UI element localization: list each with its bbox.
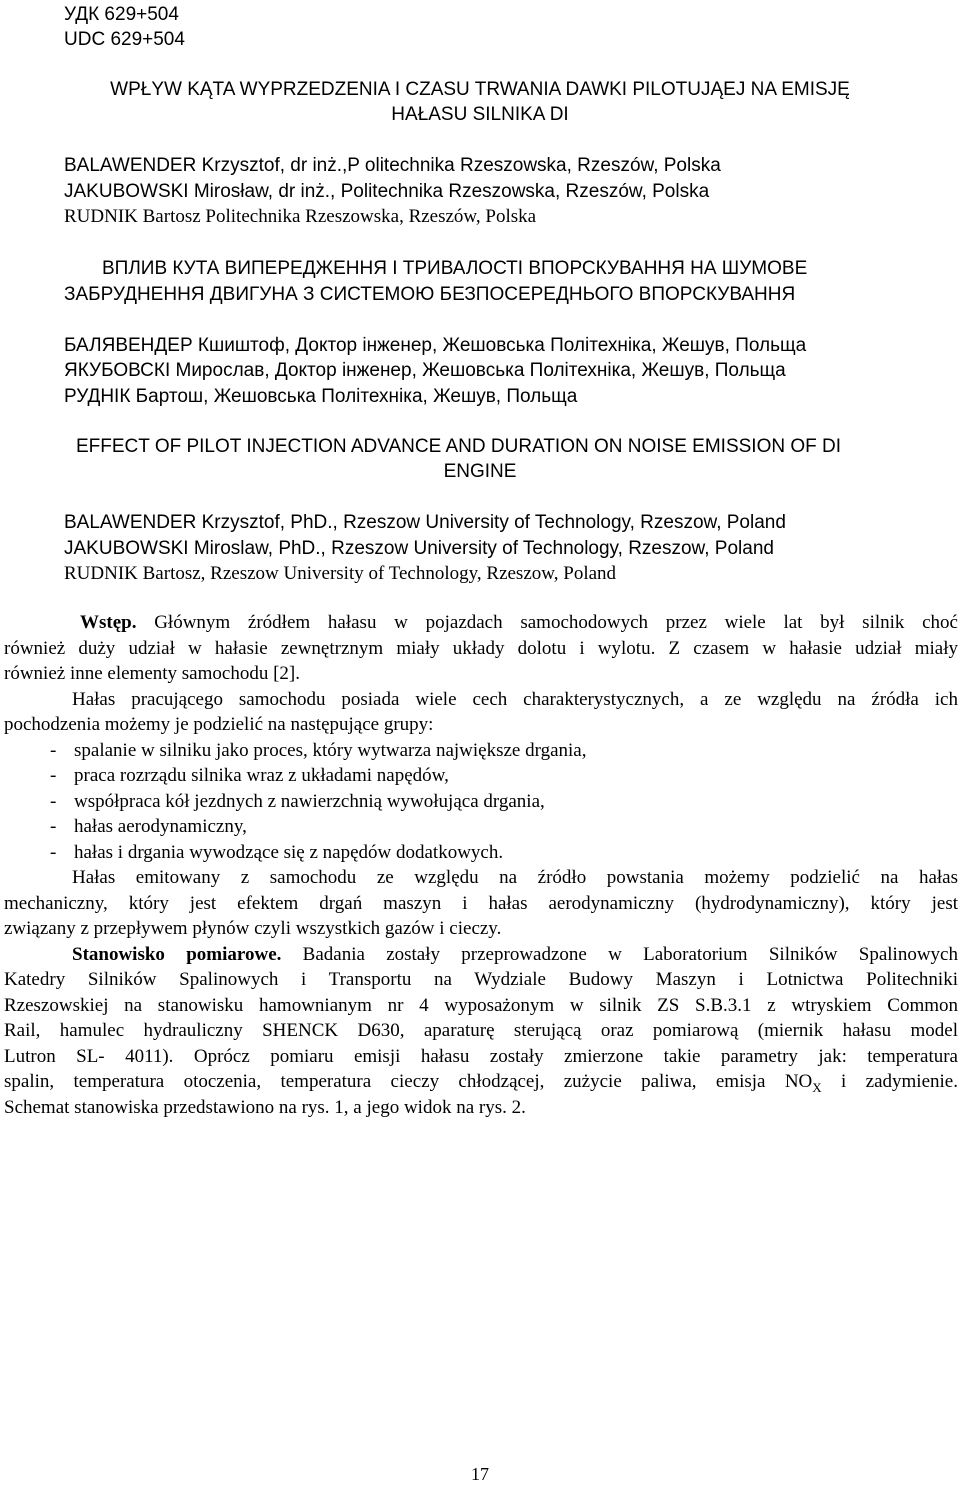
setup-paragraph-line3: Rzeszowskiej na stanowisku hamownianym nr 4 wyposażonym w silnik ZS S.B.3.1 z wtryskiem Common	[4, 995, 958, 1016]
setup-heading: Stanowisko pomiarowe.	[72, 944, 282, 965]
intro-paragraph-line1	[4, 610, 958, 635]
list-item: - spalanie w silniku jako proces, który wytwarza największe drgania,	[50, 740, 587, 761]
sources-paragraph-line2: pochodzenia możemy je podzielić na następujące grupy:	[4, 714, 434, 735]
udc-en: UDC 629+504	[64, 29, 185, 50]
intro-paragraph-line2: również duży udział w hałasie zewnętrznym miały układy dolotu i wylotu. Z czasem w hałasie udział miały	[4, 638, 958, 659]
sources-paragraph-line1: Hałas pracującego samochodu posiada wiele cech charakterystycznych, a ze względu na źródła ich	[72, 689, 958, 710]
intro-paragraph-line3: również inne elementy samochodu [2].	[4, 663, 300, 684]
en-author-2: JAKUBOWSKI Miroslaw, PhD., Rzeszow University of Technology, Rzeszow, Poland	[64, 538, 774, 559]
pl-title-line1: WPŁYW KĄTA WYPRZEDZENIA I CZASU TRWANIA DAWKI PILOTUJĄEJ NA EMISJĘ	[110, 79, 850, 100]
ua-title-line1: ВПЛИВ КУТА ВИПЕРЕДЖЕННЯ І ТРИВАЛОСТІ ВПОРСКУВАННЯ НА ШУМОВЕ	[102, 258, 808, 279]
intro-heading: Wstęp.	[80, 612, 137, 633]
en-title-line2: ENGINE	[443, 461, 517, 482]
list-item: - praca rozrządu silnika wraz z układami napędów,	[50, 765, 449, 786]
ua-author-2: ЯКУБОВСКІ Мирослав, Доктор інженер, Жешовська Політехніка, Жешув, Польща	[64, 360, 786, 381]
setup-paragraph-line4: Rail, hamulec hydrauliczny SHENCK D630, aparaturę sterującą oraz pomiarową (miernik hałasu model	[4, 1020, 958, 1041]
setup-paragraph-line6: spalin, temperatura otoczenia, temperatura cieczy chłodzącej, zużycie paliwa, emisja $NO_X$ i zadymienie.	[4, 1071, 958, 1095]
noise-paragraph-line1: Hałas emitowany z samochodu ze względu na źródło powstania możemy podzielić na hałas	[72, 867, 958, 888]
en-title-line1: EFFECT OF PILOT INJECTION ADVANCE AND DURATION ON NOISE EMISSION OF DI	[76, 436, 842, 457]
pl-author-3: RUDNIK Bartosz Politechnika Rzeszowska, Rzeszów, Polska	[64, 206, 537, 227]
list-item: - hałas i drgania wywodzące się z napędów dodatkowych.	[50, 842, 504, 863]
ua-author-3: РУДНІК Бартош, Жешовська Політехніка, Жешув, Польща	[64, 386, 578, 407]
list-item: - współpraca kół jezdnych z nawierzchnią wywołująca drgania,	[50, 791, 545, 812]
setup-paragraph-line1: Stanowisko pomiarowe. Badania zostały przeprowadzone w Laboratorium Silników Spalinowych	[72, 944, 958, 965]
udc-ua: УДК 629+504	[64, 4, 179, 25]
setup-paragraph-line7: Schemat stanowiska przedstawiono na rys. 1, a jego widok na rys. 2.	[4, 1097, 526, 1118]
ua-title-line2: ЗАБРУДНЕННЯ ДВИГУНА З СИСТЕМОЮ БЕЗПОСЕРЕДНЬОГО ВПОРСКУВАННЯ	[64, 284, 796, 305]
en-author-1: BALAWENDER Krzysztof, PhD., Rzeszow University of Technology, Rzeszow, Poland	[64, 512, 786, 533]
pl-author-1: BALAWENDER Krzysztof, dr inż.,P olitechnika Rzeszowska, Rzeszów, Polska	[64, 155, 721, 176]
setup-paragraph-line5: Lutron SL- 4011). Oprócz pomiaru emisji hałasu zostały zmierzone takie parametry jak: temperatura	[4, 1046, 958, 1067]
page-number: 17	[471, 1464, 489, 1484]
ua-author-1: БАЛЯВЕНДЕР Кшиштоф, Доктор інженер, Жешовська Політехніка, Жешув, Польща	[64, 335, 807, 356]
setup-paragraph-line2: Katedry Silników Spalinowych i Transportu na Wydziale Budowy Maszyn i Lotnictwa Politechniki	[4, 969, 958, 990]
pl-author-2: JAKUBOWSKI Mirosław, dr inż., Politechnika Rzeszowska, Rzeszów, Polska	[64, 181, 710, 202]
noise-paragraph-line3: związany z przepływem płynów czyli wszystkich gazów i cieczy.	[4, 918, 502, 939]
pl-title-line2: HAŁASU SILNIKA DI	[391, 104, 569, 125]
noise-paragraph-line2: mechaniczny, który jest efektem drgań maszyn i hałas aerodynamiczny (hydrodynamiczny), który jest	[4, 893, 958, 914]
intro-text: Głównym źródłem hałasu w pojazdach samochodowych przez wiele lat był silnik choć	[136, 612, 958, 633]
list-item: - hałas aerodynamiczny,	[50, 816, 247, 837]
en-author-3: RUDNIK Bartosz, Rzeszow University of Technology, Rzeszow, Poland	[64, 563, 617, 584]
